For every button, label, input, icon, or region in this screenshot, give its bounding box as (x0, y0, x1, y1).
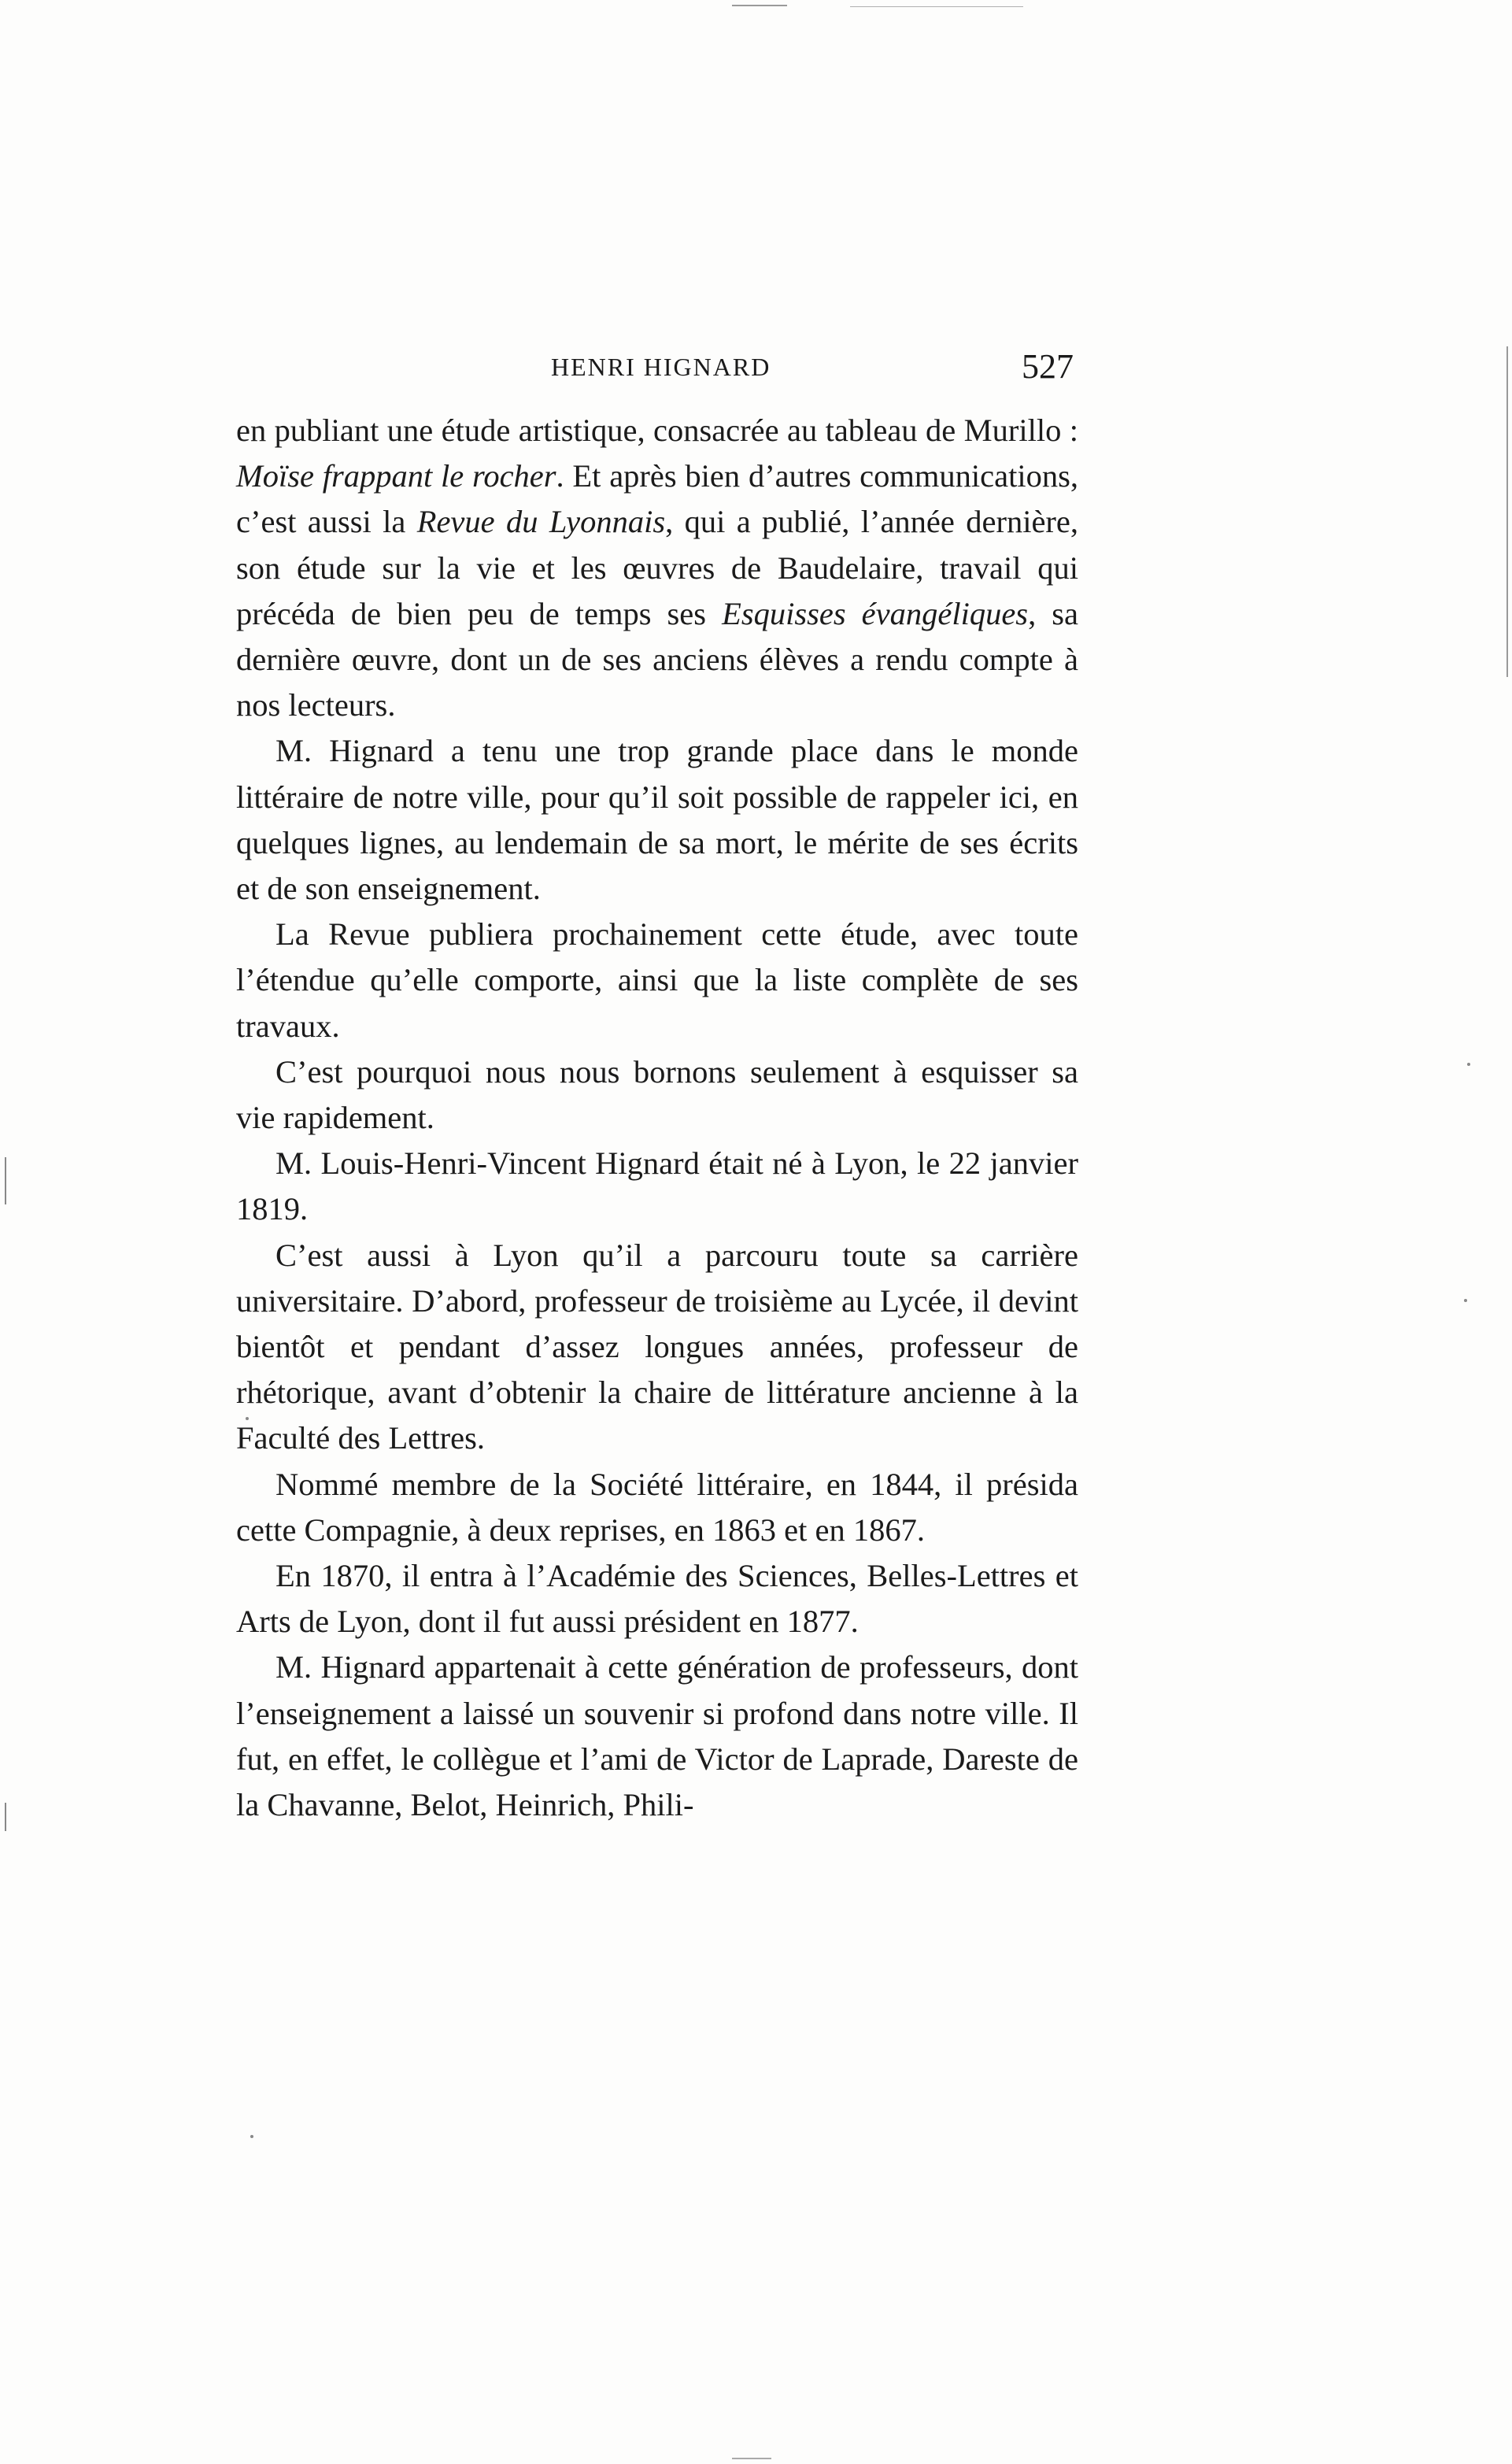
paragraph-3: La Revue publiera prochainement cette étude, avec toute l’étendue qu’elle comporte, ainsi que la liste complète de ses travaux. (236, 916, 1078, 1044)
scan-speck (1464, 1299, 1467, 1302)
body-text (236, 408, 1078, 1828)
journal-title: Revue du Lyonnais (416, 504, 666, 540)
scan-mark (1506, 346, 1508, 677)
scan-speck (250, 2135, 253, 2138)
paragraph-2: M. Hignard a tenu une trop grande place dans le monde littéraire de notre ville, pour qu’il soit possible de rappeler ici, en quelques lignes, au lendemain de sa mort, le mérite de ses écrits et de son enseignement. (236, 733, 1078, 907)
p1-text-c: , qui a publié, l’année dernière, son étude sur la vie et les œuvres de Baudelaire, travail qui précéda de bien peu de temps ses (236, 504, 1079, 631)
page-number: 527 (1022, 347, 1074, 386)
p1-text-a: en publiant une étude artistique, consacrée au tableau de Murillo : (236, 413, 1078, 448)
running-title: HENRI HIGNARD (551, 353, 771, 381)
paragraph-7: Nommé membre de la Société littéraire, en 1844, il présida cette Compagnie, à deux reprises, en 1863 et en 1867. (236, 1466, 1078, 1548)
p1-text-d: , sa dernière œuvre, dont un de ses anciens élèves a rendu compte à nos lecteurs. (236, 595, 1078, 723)
paragraph-1 (236, 408, 1078, 728)
scan-mark (850, 6, 1023, 7)
work-title: Esquisses évangéliques (722, 595, 1029, 631)
scan-mark (5, 1157, 6, 1204)
scan-mark (5, 1803, 6, 1831)
paragraph-9: M. Hignard appartenait à cette génération de professeurs, dont l’enseignement a laissé un souvenir si profond dans notre ville. Il fut, en effet, le collègue et l’ami de Victor de Laprade, Dareste de la Chavanne, Belot, Heinrich, Phili- (236, 1649, 1078, 1823)
paragraph-8: En 1870, il entra à l’Académie des Sciences, Belles-Lettres et Arts de Lyon, dont il fut aussi président en 1877. (236, 1558, 1078, 1640)
p1-text-b: . Et après bien d’autres communications, c’est aussi la (236, 458, 1078, 540)
scan-mark (732, 2458, 771, 2459)
painting-title: Moïse frappant le rocher (236, 458, 556, 494)
paragraph-6: C’est aussi à Lyon qu’il a parcouru toute sa carrière universitaire. D’abord, professeur de troisième au Lycée, il devint bientôt et pendant d’assez longues années, professeur de rhétorique, avant d’obtenir la chaire de littérature ancienne à la Faculté des Lettres. (236, 1237, 1078, 1456)
paragraph-5: M. Louis-Henri-Vincent Hignard était né à Lyon, le 22 janvier 1819. (236, 1145, 1078, 1227)
scan-mark (732, 5, 787, 6)
running-head (236, 346, 1078, 394)
scan-speck (1467, 1063, 1470, 1066)
paragraph-4: C’est pourquoi nous nous bornons seulement à esquisser sa vie rapidement. (236, 1053, 1078, 1136)
